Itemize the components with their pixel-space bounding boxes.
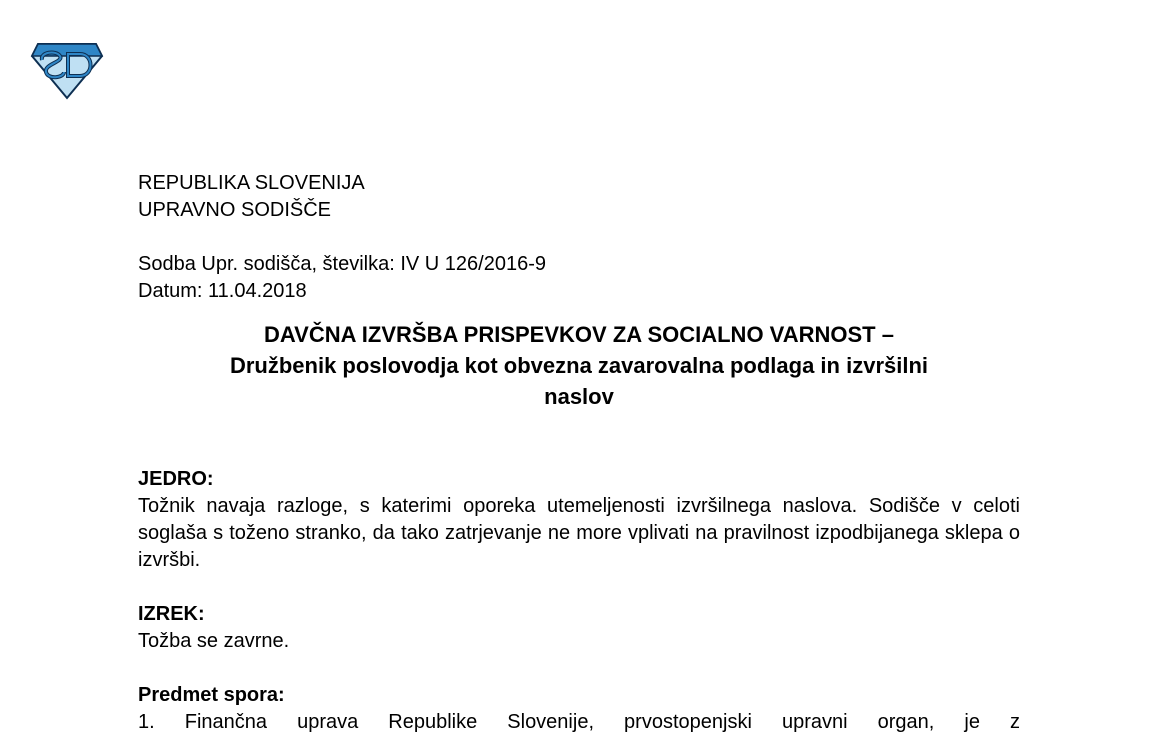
title-line-3: naslov — [544, 384, 614, 409]
izrek-text: Tožba se zavrne. — [138, 630, 290, 652]
document-body — [138, 170, 1020, 736]
institution-line-2: UPRAVNO SODIŠČE — [138, 199, 331, 221]
title-line-2: Družbenik poslovodja kot obvezna zavarovalna podlaga in izvršilni — [229, 353, 929, 378]
spacer — [138, 574, 1020, 601]
institution-line-1: REPUBLIKA SLOVENIJA — [138, 172, 365, 194]
jedro-heading: JEDRO: — [138, 468, 214, 490]
predmet-heading: Predmet spora: — [138, 684, 285, 706]
spacer — [138, 655, 1020, 682]
predmet-text: 1. Finančna uprava Republike Slovenije, prvostopenjski upravni organ, je z — [138, 711, 1020, 733]
document-title — [138, 319, 1020, 412]
jedro-text: Tožnik navaja razloge, s katerimi oporeka utemeljenosti izvršilnega naslova. Sodišče v celoti soglaša s toženo stranko, da tako zatrjevanje ne more vplivati na pravilnost izpodbijanega sklepa o izvršbi. — [138, 495, 1020, 571]
date-line: Datum: 11.04.2018 — [138, 280, 307, 302]
case-number-line: Sodba Upr. sodišča, številka: IV U 126/2016-9 — [138, 253, 547, 275]
spacer — [138, 224, 1020, 251]
spacer — [138, 412, 1020, 466]
izrek-heading: IZREK: — [138, 603, 205, 625]
court-logo-icon — [30, 40, 104, 100]
title-line-1: DAVČNA IZVRŠBA PRISPEVKOV ZA SOCIALNO VARNOST – — [264, 322, 894, 347]
